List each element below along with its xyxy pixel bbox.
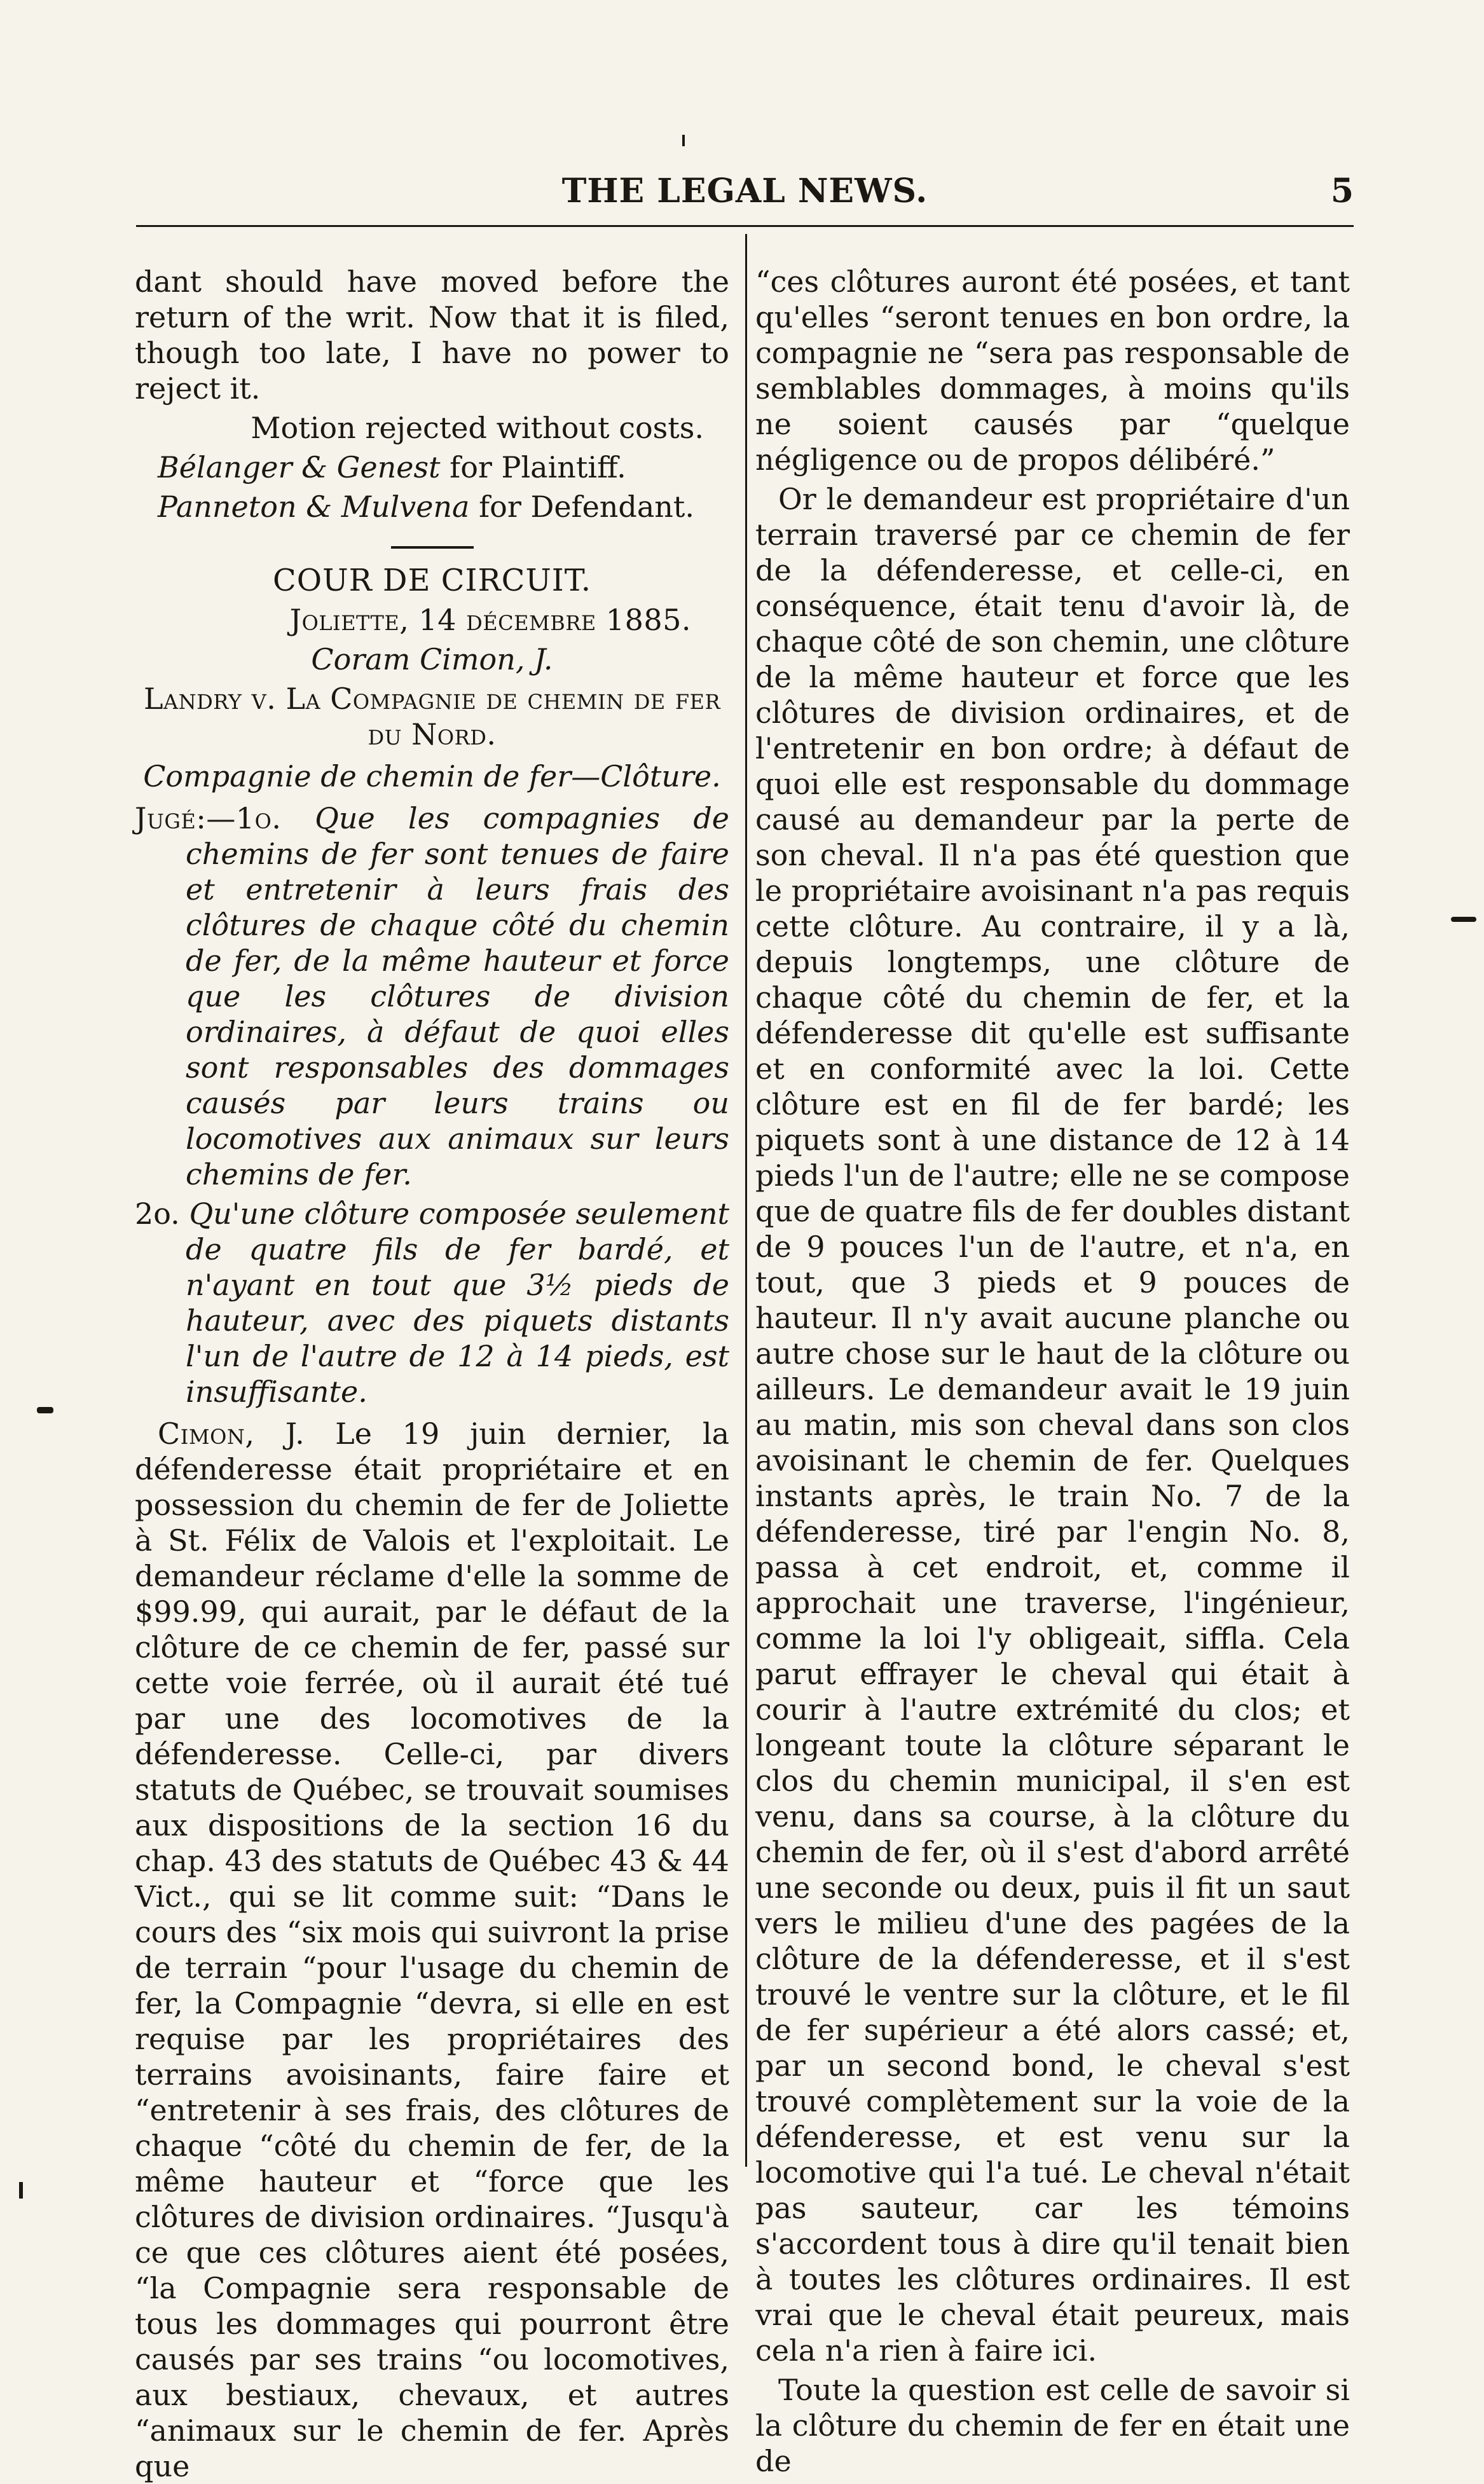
margin-mark-bottom <box>19 2182 23 2199</box>
holding-1-label: Jugé:—1o. <box>135 801 315 835</box>
coram-line: Coram Cimon, J. <box>311 642 553 676</box>
case-dateline: Joliette, 14 décembre 1885. <box>289 603 691 637</box>
counsel-plaintiff-role: for Plaintiff. <box>440 450 626 484</box>
case-subject: Compagnie de chemin de fer—Clôture. <box>143 759 721 793</box>
counsel-defendant-role: for Defendant. <box>469 490 695 524</box>
margin-mark-right <box>1451 917 1476 922</box>
motion-ruling: Motion rejected without costs. <box>251 411 704 445</box>
judgment-body: Le 19 juin dernier, la défenderesse était propriétaire et en possession du chemin de fer de Joliette à St. Félix de Valois et l'exploitait. Le demandeur réclame d'elle la somme de $99.99, qui aurait, par le défaut de la clôture de ce chemin de fer, passé sur cette voie ferrée, où il aurait été tué par une des locomotives de la défenderesse. Celle-ci, par divers statuts de Québec, se trouvait soumises aux dispositions de la section 16 du chap. 43 des statuts de Québec 43 & 44 Vict., qui se lit comme suit: “Dans le cours des “six mois qui suivront la prise de terrain “pour l'usage du chemin de fer, la Compagnie “devra, si elle en est requise par les propriétaires des terrains avoisinants, faire faire et “entretenir à ses frais, des clôtures de chaque “côté du chemin de fer, de la même hauteur et “force que les clôtures de division ordinaires. “Jusqu'à ce que ces clôtures aient été posées, “la Compagnie sera responsable de tous les dommages qui pourront être causés par ses trains “ou locomotives, aux bestiaux, chevaux, et autres “animaux sur le chemin de fer. Après que <box>135 1417 729 2483</box>
counsel-defendant-name: Panneton & Mulvena <box>158 490 470 524</box>
judgment-text <box>135 1416 729 2484</box>
counsel-plaintiff <box>135 449 729 485</box>
column-divider <box>745 234 747 2167</box>
running-title: THE LEGAL NEWS. <box>561 172 928 210</box>
counsel-defendant <box>135 489 729 525</box>
paragraph-facts: Or le demandeur est propriétaire d'un terrain traversé par ce chemin de fer de la défenderesse, et celle-ci, en conséquence, était tenu d'avoir là, de chaque côté de son chemin, une clôture de la même hauteur et force que les clôtures de division ordinaires, et de l'entretenir en bon ordre; à défaut de quoi elle est responsable du dommage causé au demandeur par la perte de son cheval. Il n'a pas été question que le propriétaire avoisinant n'a pas requis cette clôture. Au contraire, il y a là, depuis longtemps, une clôture de chaque côté du chemin de fer, et la défenderesse dit qu'elle est suffisante et en conformité avec la loi. Cette clôture est en fil de fer bardé; les piquets sont à une distance de 12 à 14 pieds l'un de l'autre; elle ne se compose que de quatre fils de fer doubles distant de 9 pouces l'un de l'autre, et n'a, en tout, que 3 pieds et 9 pouces de hauteur. Il n'y avait aucune planche ou autre chose sur le haut de la clôture ou ailleurs. Le demandeur avait le 19 juin au matin, mis son cheval dans son clos avoisinant le chemin de fer. Quelques instants après, le train No. 7 de la défenderesse, tiré par l'engin No. 8, passa à cet endroit, et, comme il approchait une traverse, l'ingénieur, comme la loi l'y obligeait, siffla. Cela parut effrayer le cheval qui était à courir à l'autre extrémité du clos; et longeant toute la clôture séparant le clos du chemin municipal, il s'en est venu, dans sa course, à la clôture du chemin de fer, où il s'est d'abord arrêté une seconde ou deux, puis il fit un saut vers le milieu d'une des pagées de la clôture de la défenderesse, et il s'est trouvé le ventre sur la clôture, et le fil de fer supérieur a été alors cassé; et, par un second bond, le cheval s'est trouvé complètement sur la voie de la défenderesse, et est venu sur la locomotive qui l'a tué. Le cheval n'était pas sauteur, car les témoins s'accordent tous à dire qu'il tenait bien à toutes les clôtures ordinaires. Il est vrai que le cheval était peureux, mais cela n'a rien à faire ici. <box>755 482 1350 2368</box>
holding-1 <box>135 800 729 1192</box>
paragraph-continuation: dant should have moved before the return of the writ. Now that it is filed, though too late, I have no power to reject it. <box>135 264 729 406</box>
holding-2-label: 2o. <box>135 1197 189 1231</box>
right-column <box>755 264 1350 2479</box>
paragraph-question: Toute la question est celle de savoir si la clôture du chemin de fer en était une de <box>755 2373 1350 2478</box>
page-number: 5 <box>1330 172 1354 210</box>
holding-2 <box>135 1196 729 1410</box>
running-head <box>136 167 1354 217</box>
margin-mark-left <box>37 1407 53 1413</box>
counsel-plaintiff-name: Bélanger & Genest <box>158 450 441 484</box>
section-divider <box>391 546 474 549</box>
holding-2-text: Qu'une clôture composée seulement de quatre fils de fer bardé, et n'ayant en tout que 3½ pieds de hauteur, avec des piquets distants l'un de l'autre de 12 à 14 pieds, est insuffisante. <box>186 1197 729 1409</box>
margin-mark-top <box>682 135 685 146</box>
court-heading: COUR DE CIRCUIT. <box>273 563 591 598</box>
left-column <box>135 264 729 2484</box>
case-title: Landry v. La Compagnie de chemin de fer du Nord. <box>143 682 721 751</box>
header-rule <box>136 225 1354 227</box>
judge-name: Cimon, J. <box>158 1417 305 1451</box>
quote-continuation: “ces clôtures auront été posées, et tant qu'elles “seront tenues en bon ordre, la compagnie ne “sera pas responsable de semblables dommages, à moins qu'ils ne soient causés par “quelque négligence ou de propos délibéré.” <box>755 264 1350 477</box>
holding-1-text: Que les compagnies de chemins de fer sont tenues de faire et entretenir à leurs frais des clôtures de chaque côté du chemin de fer, de la même hauteur et force que les clôtures de division ordinaires, à défaut de quoi elles sont responsables des dommages causés par leurs trains ou locomotives aux animaux sur leurs chemins de fer. <box>186 801 730 1191</box>
